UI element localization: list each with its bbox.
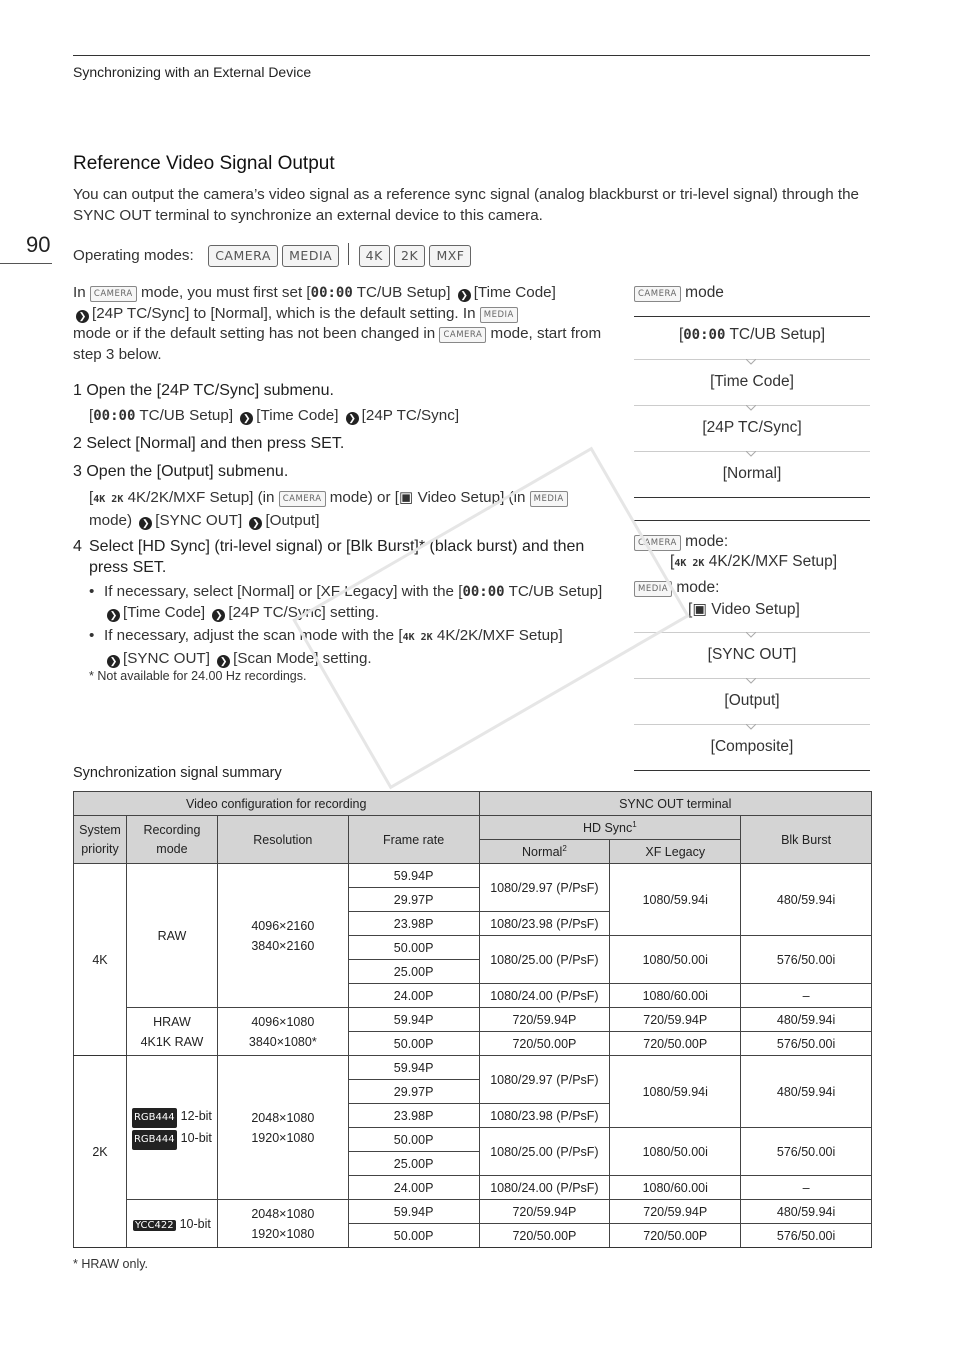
- table-title: Synchronization signal summary: [73, 765, 282, 781]
- chevron-down-icon: [746, 724, 756, 730]
- menu1-item-normal: [Normal]: [722, 465, 782, 482]
- monitor-icon: ▣: [399, 489, 414, 506]
- bullet-2: • If necessary, adjust the scan mode with the [4K 2K 4K/2K/MXF Setup] ❯ [SYNC OUT] ❯ [Scan Mode] setting.: [89, 627, 563, 667]
- camera-mode-icon: CAMERA: [439, 327, 486, 343]
- table-cell: 25.00P: [348, 960, 479, 984]
- table-cell: 1080/23.98 (P/PsF): [479, 1104, 610, 1128]
- camera-mode-icon: CAMERA: [279, 491, 326, 507]
- table-cell: 576/50.00i: [741, 936, 872, 984]
- page-number: 90: [26, 232, 51, 257]
- step-1-path: [00:00 TC/UB Setup] ❯ [Time Code] ❯ [24P TC/Sync]: [89, 407, 460, 424]
- 4k2k-icon: 4K 2K: [402, 632, 433, 643]
- table-cell: 1080/29.97 (P/PsF): [479, 864, 610, 912]
- menu2-item-composite: [Composite]: [710, 738, 794, 755]
- header-xf-legacy: XF Legacy: [610, 840, 741, 864]
- table-cell: 1080/60.00i: [610, 984, 741, 1008]
- table-cell: 59.94P: [348, 1200, 479, 1224]
- cell-ycc422: YCC422 10-bit: [126, 1200, 217, 1248]
- chevron-down-icon: [746, 451, 756, 457]
- table-cell: 50.00P: [348, 1032, 479, 1056]
- cell-raw-res: 4096×2160 3840×2160: [217, 864, 348, 1008]
- arrow-icon: ❯: [107, 609, 120, 622]
- sync-summary-table: [73, 791, 872, 1248]
- mode-4k-badge: 4K: [359, 245, 390, 267]
- arrow-icon: ❯: [249, 517, 262, 530]
- menu2-media-item: [▣ Video Setup]: [688, 601, 800, 618]
- camera-mode-icon: CAMERA: [634, 535, 681, 551]
- table-cell: 1080/50.00i: [610, 1128, 741, 1176]
- cell-hraw: HRAW 4K1K RAW: [126, 1008, 217, 1056]
- arrow-icon: ❯: [458, 289, 471, 302]
- header-blk-burst: Blk Burst: [741, 816, 872, 864]
- mode-camera-badge: CAMERA: [208, 245, 278, 267]
- cell-rgb-res: 2048×1080 1920×1080: [217, 1056, 348, 1200]
- header-recording-mode: Recording mode: [126, 816, 217, 864]
- arrow-icon: ❯: [76, 310, 89, 323]
- header-frame-rate: Frame rate: [348, 816, 479, 864]
- cell-rgb444: RGB444 12-bit RGB444 10-bit: [126, 1056, 217, 1200]
- cell-ycc-res: 2048×1080 1920×1080: [217, 1200, 348, 1248]
- header-sync-out: SYNC OUT terminal: [479, 792, 872, 816]
- cell-raw: RAW: [126, 864, 217, 1008]
- running-header: Synchronizing with an External Device: [73, 64, 312, 80]
- table-cell: 720/59.94P: [479, 1200, 610, 1224]
- table-cell: 50.00P: [348, 1128, 479, 1152]
- cell-sys-2k: 2K: [74, 1056, 127, 1248]
- table-cell: 480/59.94i: [741, 1200, 872, 1224]
- arrow-icon: ❯: [107, 655, 120, 668]
- chevron-down-icon: [746, 405, 756, 411]
- table-cell: 1080/29.97 (P/PsF): [479, 1056, 610, 1104]
- menu2-item-syncout: [SYNC OUT]: [707, 646, 797, 663]
- chevron-down-icon: [746, 359, 756, 365]
- table-cell: 576/50.00i: [741, 1032, 872, 1056]
- arrow-icon: ❯: [212, 609, 225, 622]
- mode-mxf-badge: MXF: [429, 245, 471, 267]
- arrow-icon: ❯: [346, 412, 359, 425]
- table-cell: 1080/59.94i: [610, 864, 741, 936]
- header-system-priority: System priority: [74, 816, 127, 864]
- table-cell: 25.00P: [348, 1152, 479, 1176]
- menu2-camera-mode: CAMERA mode:: [634, 533, 870, 551]
- table-cell: 480/59.94i: [741, 1008, 872, 1032]
- 4k2k-icon: 4K 2K: [93, 494, 124, 505]
- menu1-item-timecode: [Time Code]: [710, 373, 794, 390]
- section-title: Reference Video Signal Output: [73, 153, 335, 174]
- table-cell: 480/59.94i: [741, 864, 872, 936]
- header-hd-sync: HD Sync$^1$: [479, 816, 741, 840]
- header-normal: Normal$^2$: [479, 840, 610, 864]
- step-2: 2 Select [Normal] and then press SET.: [73, 435, 345, 452]
- timecode-icon: 00:00: [683, 327, 726, 343]
- menu1-item-24ptc: [24P TC/Sync]: [702, 419, 802, 436]
- mode-2k-badge: 2K: [394, 245, 425, 267]
- menu2-media-mode: MEDIA mode:: [634, 579, 870, 597]
- table-cell: 59.94P: [348, 1056, 479, 1080]
- prerequisite-paragraph: In CAMERA mode, you must first set [00:00 TC/UB Setup] ❯ [Time Code] ❯ [24P TC/Sync] to [Normal], which is the default setting. In MEDIA mode or if the default setting has not been changed in CAMERA mode, start from step 3 below.: [73, 284, 602, 363]
- table-cell: 720/50.00P: [479, 1032, 610, 1056]
- table-cell: 1080/60.00i: [610, 1176, 741, 1200]
- table-cell: 576/50.00i: [741, 1224, 872, 1248]
- table-cell: 720/50.00P: [610, 1032, 741, 1056]
- table-cell: 23.98P: [348, 1104, 479, 1128]
- table-cell: 59.94P: [348, 1008, 479, 1032]
- menu2-item-output: [Output]: [724, 692, 780, 709]
- step-1: 1 Open the [24P TC/Sync] submenu.: [73, 382, 334, 399]
- table-cell: 720/50.00P: [479, 1224, 610, 1248]
- table-cell: 1080/24.00 (P/PsF): [479, 1176, 610, 1200]
- header-resolution: Resolution: [217, 816, 348, 864]
- table-cell: 720/50.00P: [610, 1224, 741, 1248]
- table-cell: 23.98P: [348, 912, 479, 936]
- menu1-mode: CAMERA mode: [634, 284, 870, 302]
- operating-modes-label: Operating modes:: [73, 247, 194, 264]
- arrow-icon: ❯: [217, 655, 230, 668]
- table-cell: 720/59.94P: [610, 1008, 741, 1032]
- table-cell: 50.00P: [348, 936, 479, 960]
- menu1-item-tcub: [00:00 TC/UB Setup]: [678, 326, 826, 343]
- table-cell: 1080/25.00 (P/PsF): [479, 1128, 610, 1176]
- camera-mode-icon: CAMERA: [90, 286, 137, 302]
- step-3-path: [4K 2K 4K/2K/MXF Setup] (in CAMERA mode) or [▣ Video Setup] (in MEDIA mode) ❯ [SYNC OUT] ❯ [Output]: [89, 488, 604, 531]
- table-cell: 720/59.94P: [479, 1008, 610, 1032]
- timecode-icon: 00:00: [310, 285, 353, 301]
- arrow-icon: ❯: [139, 517, 152, 530]
- timecode-icon: 00:00: [93, 408, 136, 424]
- table-cell: 59.94P: [348, 864, 479, 888]
- monitor-icon: ▣: [692, 601, 707, 618]
- table-cell: 29.97P: [348, 888, 479, 912]
- step-note: * Not available for 24.00 Hz recordings.: [89, 669, 307, 683]
- camera-mode-icon: CAMERA: [634, 286, 681, 302]
- step-4: 4 Select [HD Sync] (tri-level signal) or [Blk Burst]* (black burst) and then press SET.: [73, 538, 585, 576]
- cell-sys-4k: 4K: [74, 864, 127, 1056]
- table-cell: –: [741, 1176, 872, 1200]
- media-mode-icon: MEDIA: [634, 581, 672, 597]
- table-cell: 576/50.00i: [741, 1128, 872, 1176]
- step-3: 3 Open the [Output] submenu.: [73, 463, 289, 480]
- mode-media-badge: MEDIA: [282, 245, 339, 267]
- 4k2k-icon: 4K 2K: [674, 558, 705, 569]
- menu2-camera-item: [4K 2K 4K/2K/MXF Setup]: [670, 553, 838, 570]
- table-cell: 1080/59.94i: [610, 1056, 741, 1128]
- table-cell: 29.97P: [348, 1080, 479, 1104]
- table-footnote: * HRAW only.: [73, 1257, 149, 1271]
- table-cell: 50.00P: [348, 1224, 479, 1248]
- table-cell: 1080/24.00 (P/PsF): [479, 984, 610, 1008]
- operating-modes: [73, 243, 471, 267]
- intro-paragraph: You can output the camera’s video signal as a reference sync signal (analog blackburst or tri-level signal) through the SYNC OUT terminal to synchronize an external device to this camera.: [73, 186, 859, 224]
- table-cell: 1080/25.00 (P/PsF): [479, 936, 610, 984]
- cell-hraw-res: 4096×1080 3840×1080*: [217, 1008, 348, 1056]
- table-cell: 480/59.94i: [741, 1056, 872, 1128]
- table-cell: 24.00P: [348, 1176, 479, 1200]
- chevron-down-icon: [746, 678, 756, 684]
- bullet-1: • If necessary, select [Normal] or [XF Legacy] with the [00:00 TC/UB Setup] ❯ [Time Code] ❯ [24P TC/Sync] setting.: [89, 583, 603, 621]
- header-video-config: Video configuration for recording: [74, 792, 480, 816]
- table-cell: 24.00P: [348, 984, 479, 1008]
- media-mode-icon: MEDIA: [480, 307, 518, 323]
- chevron-down-icon: [746, 632, 756, 638]
- media-mode-icon: MEDIA: [530, 491, 568, 507]
- table-cell: 720/59.94P: [610, 1200, 741, 1224]
- table-cell: 1080/23.98 (P/PsF): [479, 912, 610, 936]
- table-cell: –: [741, 984, 872, 1008]
- timecode-icon: 00:00: [462, 584, 505, 600]
- arrow-icon: ❯: [240, 412, 253, 425]
- table-cell: 1080/50.00i: [610, 936, 741, 984]
